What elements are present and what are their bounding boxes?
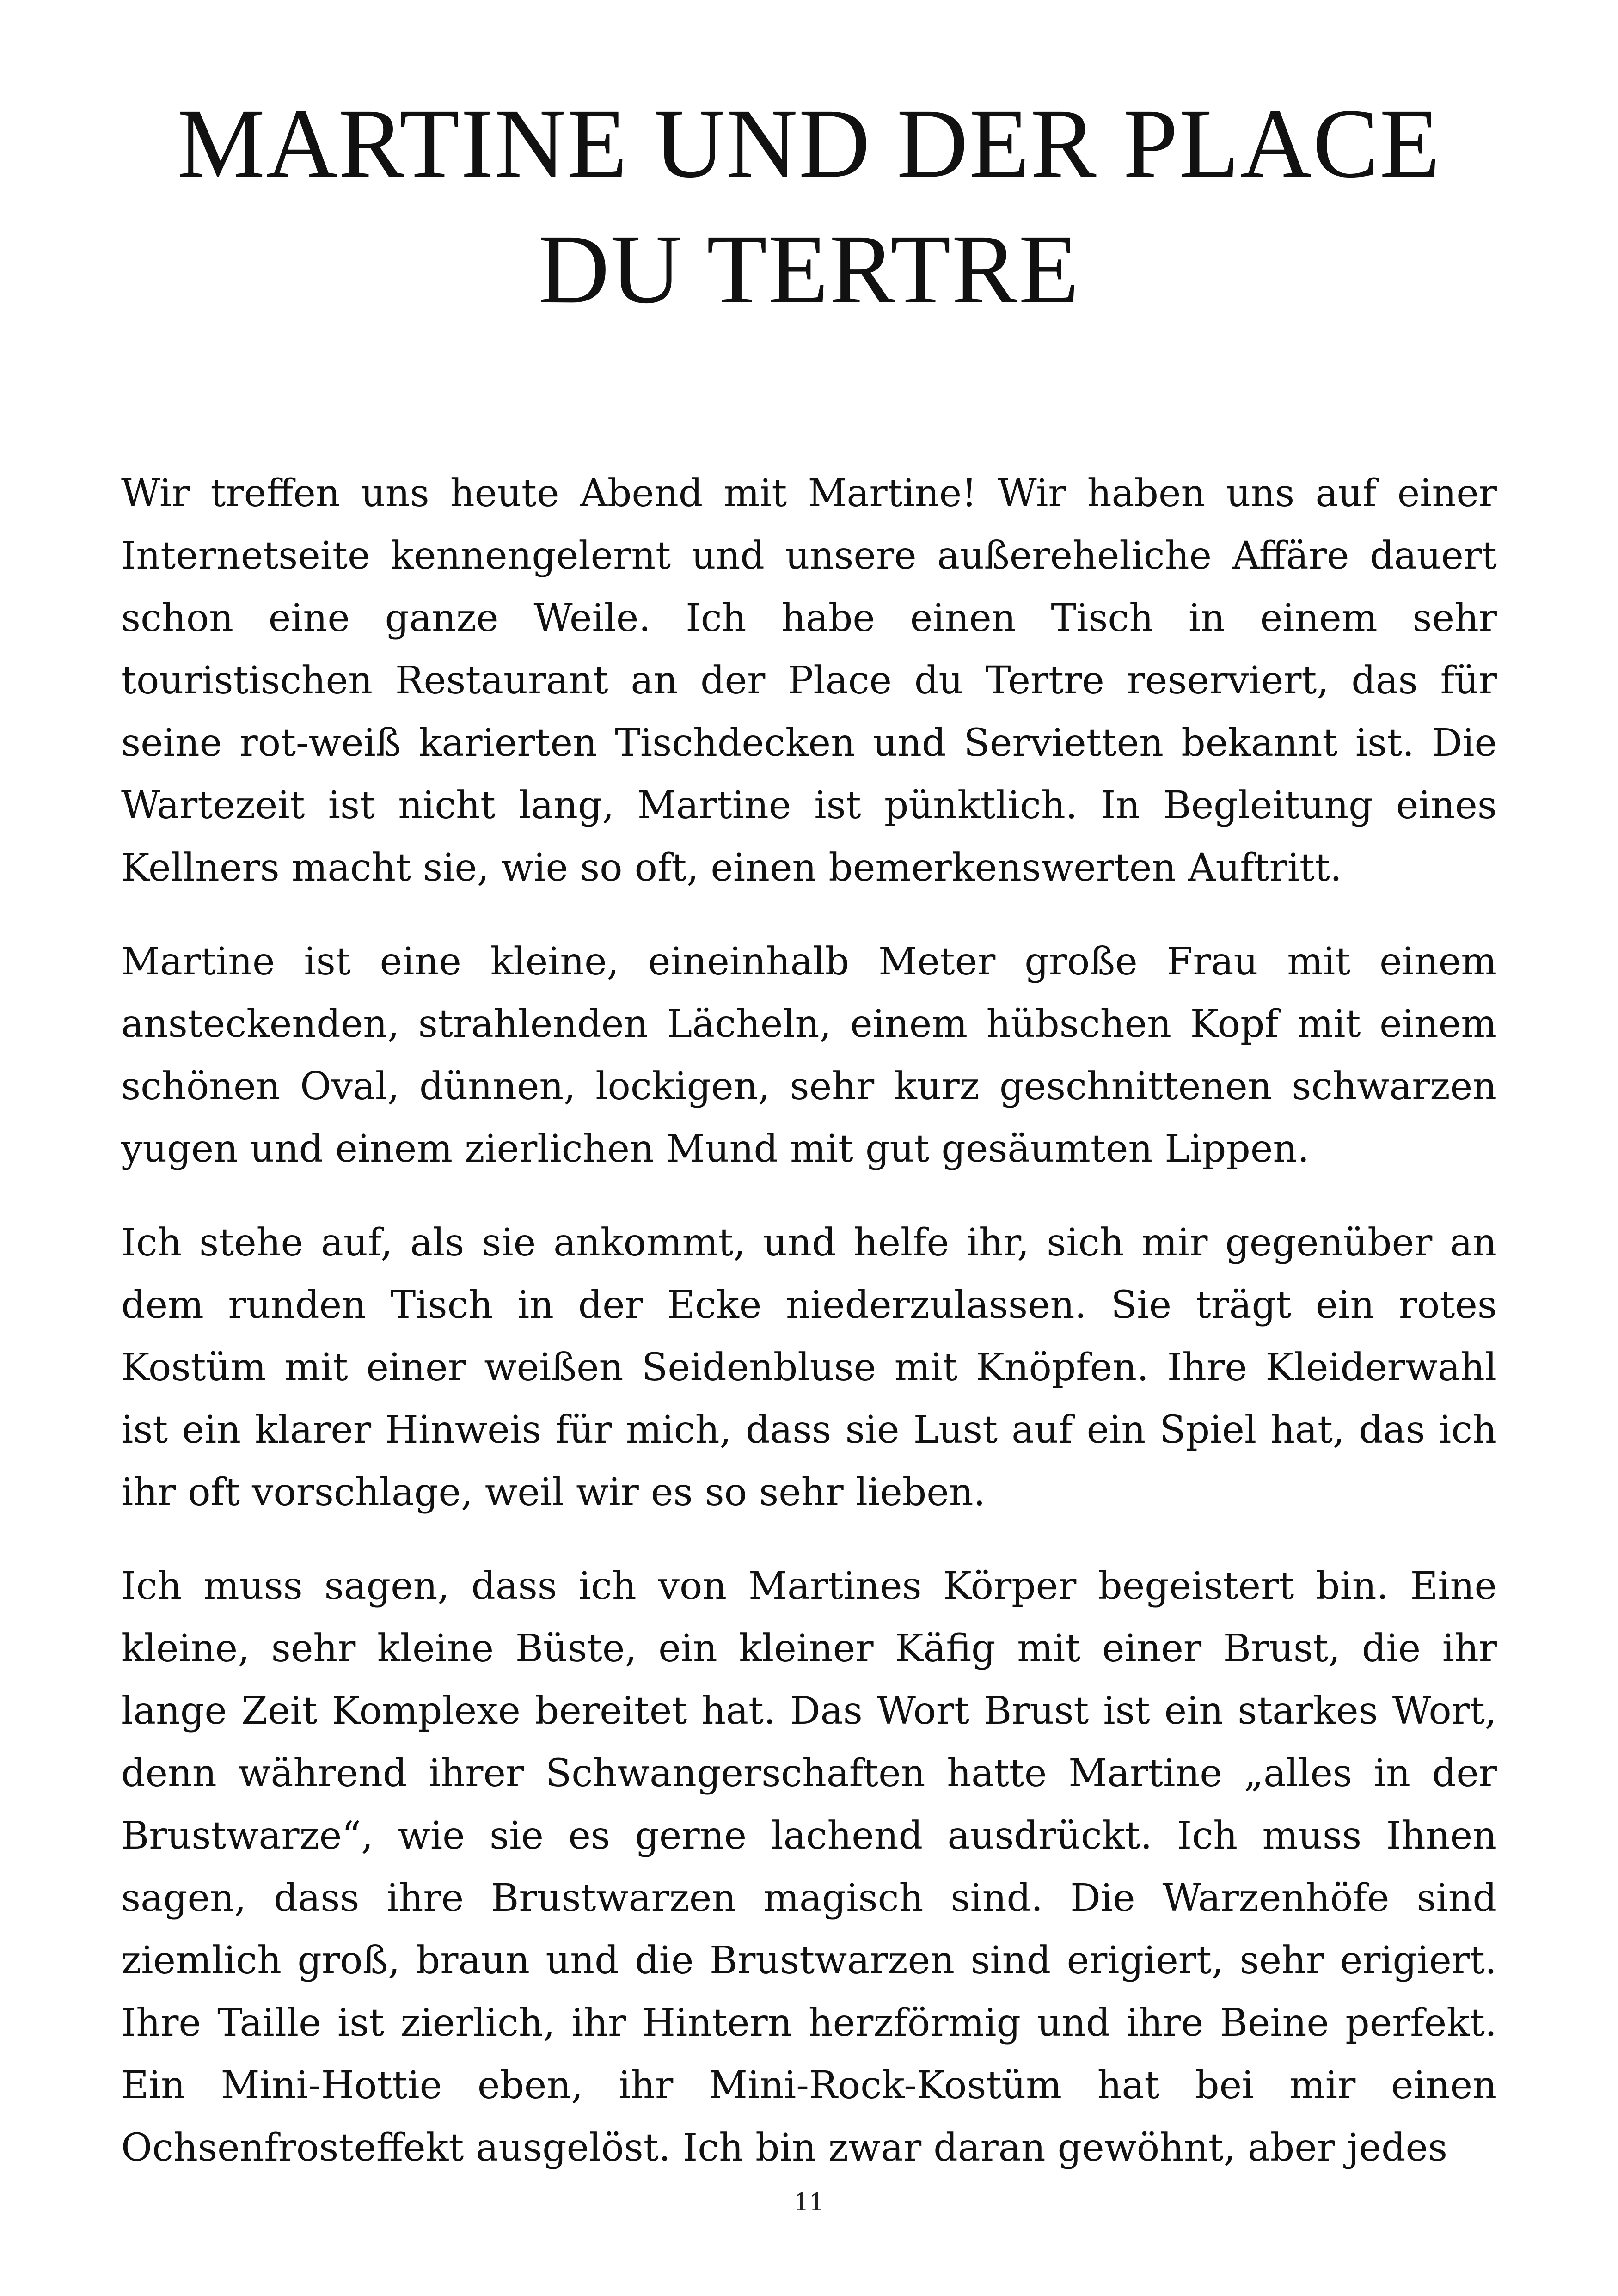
paragraph-1: Wir treffen uns heute Abend mit Martine! Wir haben uns auf einer Internetseite kennengelernt und unsere außereheliche Affäre dauert schon eine ganze Weile. Ich habe einen Tisch in einem sehr touristischen Restaurant an der Place du Tertre reserviert, das für seine rot-weiß karierten Tischdecken und Servietten bekannt ist. Die Wartezeit ist nicht lang, Martine ist pünktlich. In Begleitung eines Kellners macht sie, wie so oft, einen bemerkenswerten Auftritt. [121, 471, 1497, 890]
chapter-title: MARTINE UND DER PLACE DU TERTRE [177, 89, 1441, 324]
paragraph-2: Martine ist eine kleine, eineinhalb Meter große Frau mit einem ansteckenden, strahlenden Lächeln, einem hübschen Kopf mit einem schönen Oval, dünnen, lockigen, sehr kurz geschnittenen schwarzen yugen und einem zierlichen Mund mit gut gesäumten Lippen. [121, 940, 1497, 1171]
page-number: 11 [793, 2189, 825, 2216]
paragraph-4: Ich muss sagen, dass ich von Martines Körper begeistert bin. Eine kleine, sehr kleine Büste, ein kleiner Käfig mit einer Brust, die ihr lange Zeit Komplexe bereitet hat. Das Wort Brust ist ein starkes Wort, denn während ihrer Schwangerschaften hatte Martine „alles in der Brustwarze“, wie sie es gerne lachend ausdrückt. Ich muss Ihnen sagen, dass ihre Brustwarzen magisch sind. Die Warzenhöfe sind ziemlich groß, braun und die Brustwarzen sind erigiert, sehr erigiert. Ihre Taille ist zierlich, ihr Hintern herzförmig und ihre Beine perfekt. Ein Mini-Hottie eben, ihr Mini-Rock-Kostüm hat bei mir einen Ochsenfrosteffekt ausgelöst. Ich bin zwar daran gewöhnt, aber jedes [121, 1564, 1497, 2170]
paragraph-3: Ich stehe auf, als sie ankommt, und helfe ihr, sich mir gegenüber an dem runden Tisch in der Ecke niederzulassen. Sie trägt ein rotes Kostüm mit einer weißen Seidenbluse mit Knöpfen. Ihre Kleiderwahl ist ein klarer Hinweis für mich, dass sie Lust auf ein Spiel hat, das ich ihr oft vorschlage, weil wir es so sehr lieben. [121, 1221, 1497, 1514]
body-text [121, 462, 1497, 2210]
